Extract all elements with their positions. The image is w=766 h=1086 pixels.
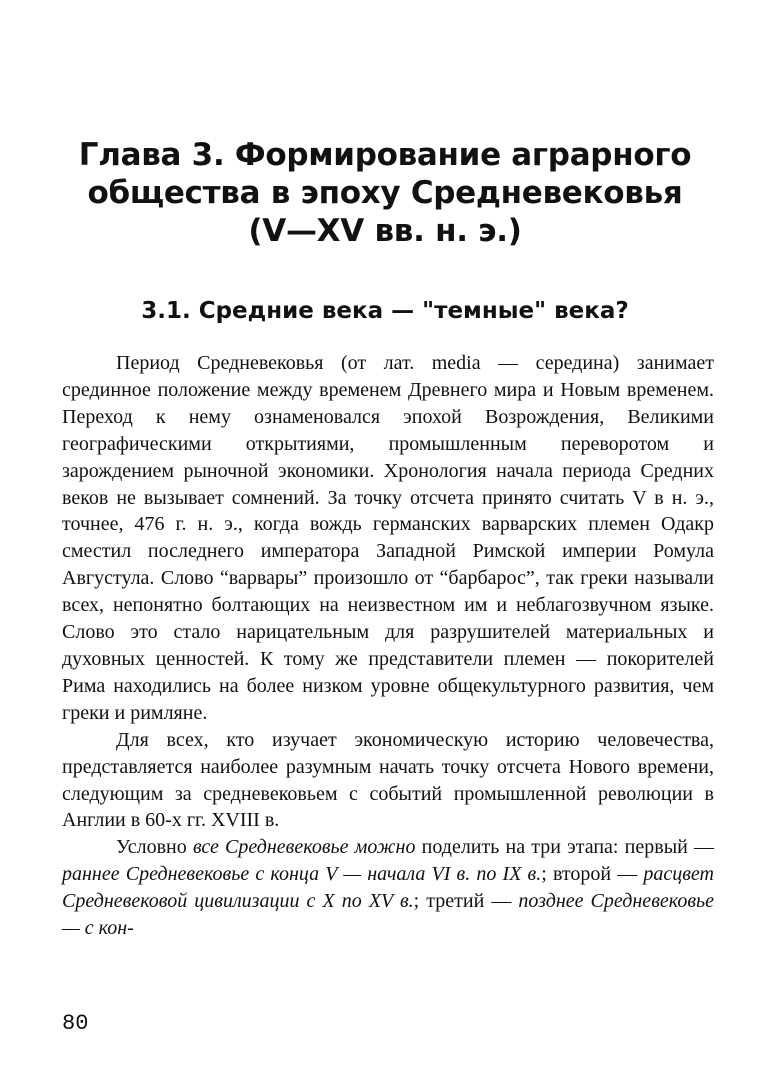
section-title: 3.1. Средние века — "темные" века?	[141, 298, 629, 324]
p3-text-4: ; третий —	[413, 890, 519, 913]
p3-italic-1: все Средневековье можно	[192, 836, 416, 859]
chapter-title-line: (V—XV вв. н. э.)	[248, 213, 522, 249]
p3-text-2: поделить на три этапа: первый —	[415, 836, 715, 859]
p3-italic-2: раннее Средневековье с конца V — начала VI в. по IX в.	[62, 863, 542, 886]
page-number: 80	[62, 1011, 89, 1036]
p3-italic-3: расцвет Средневековой цивилизации с X по XV в.	[62, 863, 714, 913]
paragraph-2: Для всех, кто изучает экономическую историю человечества, представляется наиболее разумным начать точку отсчета Нового времени, следующим за средневековьем с событий промышленной революции в Англии в 60-х гг. XVIII в.	[62, 728, 714, 832]
p3-italic-4: позднее Средневековье — с кон-	[62, 890, 715, 940]
p3-text-1: Условно	[116, 836, 193, 859]
paragraph-3	[62, 834, 714, 942]
chapter-title-line: общества в эпоху Средневековья	[87, 175, 683, 211]
chapter-title-line: Глава 3. Формирование аграрного	[78, 137, 692, 173]
paragraph-1: Период Средневековья (от лат. media — середина) занимает срединное положение между временем Древнего мира и Новым временем. Переход к нему ознаменовался эпохой Возрождения, Великими географическими открытиями, промышленным переворотом и зарождением рыночной экономики. Хронология начала периода Средних веков не вызывает сомнений. За точку отсчета принято считать V в н. э., точнее, 476 г. н. э., когда вождь германских варварских племен Одакр сместил последнего императора Западной Римской империи Ромула Августула. Слово “варвары” произошло от “барбарос”, так греки называли всех, непонятно болтающих на неизвестном им и неблагозвучном языке. Слово это стало нарицательным для разрушителей материальных и духовных ценностей. К тому же представители племен — покорителей Рима находились на более низком уровне общекультурного развития, чем греки и римляне.	[62, 352, 714, 724]
chapter-title	[60, 136, 710, 250]
p3-text-3: ; второй —	[541, 863, 644, 886]
body-text	[62, 350, 714, 942]
